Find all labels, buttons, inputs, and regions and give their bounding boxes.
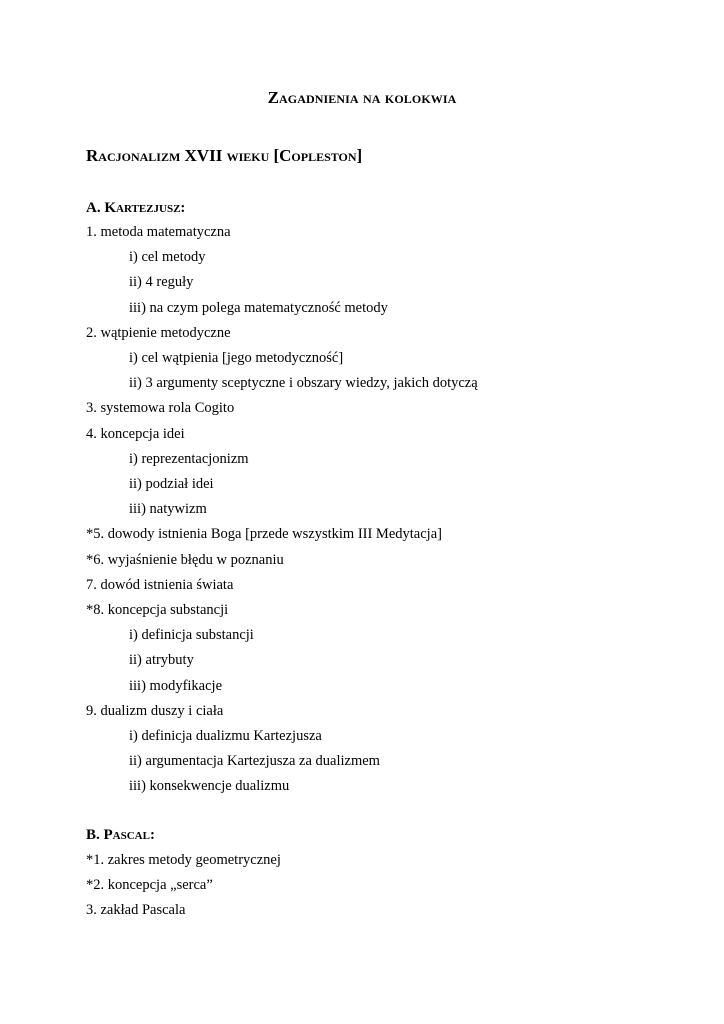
list-item: 4. koncepcja idei xyxy=(86,425,185,442)
list-item: *8. koncepcja substancji xyxy=(86,602,229,618)
sub-item: iii) natywizm xyxy=(129,501,207,518)
part-a-heading: A. Kartezjusz: xyxy=(86,200,186,216)
sub-item: iii) modyfikacje xyxy=(129,677,223,694)
section-heading: Racjonalizm XVII wieku [Copleston] xyxy=(86,146,363,165)
sub-item: ii) 3 argumenty sceptyczne i obszary wiedzy, jakich dotyczą xyxy=(129,375,478,392)
list-item: *2. koncepcja „serca” xyxy=(86,877,213,894)
sub-item: iii) konsekwencje dualizmu xyxy=(129,778,290,795)
list-item: *5. dowody istnienia Boga [przede wszystkim III Medytacja] xyxy=(86,526,442,543)
sub-item: ii) atrybuty xyxy=(129,652,194,669)
list-item: 9. dualizm duszy i ciała xyxy=(86,702,224,719)
sub-item: i) definicja substancji xyxy=(129,627,254,644)
sub-item: i) reprezentacjonizm xyxy=(129,450,249,467)
list-item: 7. dowód istnienia świata xyxy=(86,576,234,593)
list-item: *6. wyjaśnienie błędu w poznaniu xyxy=(86,551,284,568)
list-item: *1. zakres metody geometrycznej xyxy=(86,852,281,868)
page-title: Zagadnienia na kolokwia xyxy=(267,88,457,107)
list-item: 3. systemowa rola Cogito xyxy=(86,400,235,417)
list-item: 2. wątpienie metodyczne xyxy=(86,324,231,341)
sub-item: i) cel wątpienia [jego metodyczność] xyxy=(129,350,344,366)
part-b-heading: B. Pascal: xyxy=(86,827,155,843)
sub-item: ii) podział idei xyxy=(129,476,214,492)
sub-item: ii) 4 reguły xyxy=(129,274,194,291)
sub-item: iii) na czym polega matematyczność metody xyxy=(129,299,388,316)
sub-item: ii) argumentacja Kartezjusza za dualizmem xyxy=(129,753,380,770)
sub-item: i) cel metody xyxy=(129,249,206,266)
sub-item: i) definicja dualizmu Kartezjusza xyxy=(129,728,322,744)
list-item: 1. metoda matematyczna xyxy=(86,224,231,240)
list-item: 3. zakład Pascala xyxy=(86,902,186,919)
